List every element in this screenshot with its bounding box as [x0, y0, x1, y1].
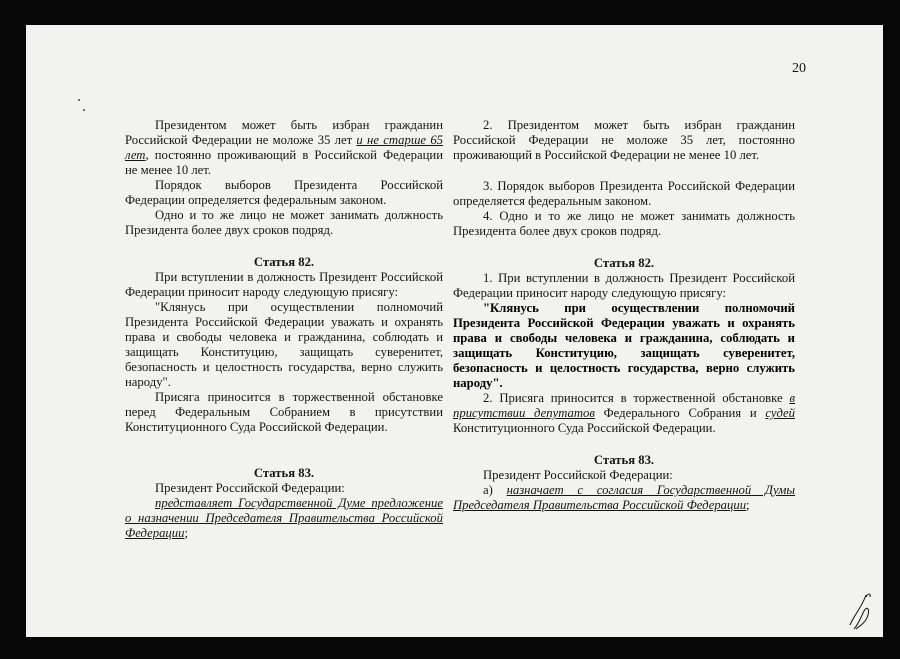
right-paragraph-4: 1. При вступлении в должность Президент Российской Федерации приносит народу следующую присягу:: [453, 271, 795, 300]
right-oath-text: "Клянусь при осуществлении полномочий Президента Российской Федерации уважать и охранять права и свободы человека и гражданина, соблюдать и защищать Конституцию, защищать суверенитет, безопасность и целостность государства, верно служить народу".: [453, 301, 795, 390]
right-paragraph-1: 2. Президентом может быть избран гражданин Российской Федерации не моложе 35 лет, постоянно проживающий в Российской Федерации не менее 10 лет.: [453, 118, 795, 162]
left-paragraph-3: Одно и то же лицо не может занимать должность Президента более двух сроков подряд.: [125, 208, 443, 237]
document-page: [26, 25, 883, 637]
right-paragraph-3: 4. Одно и то же лицо не может занимать должность Президента более двух сроков подряд.: [453, 209, 795, 238]
right-paragraph-7: Президент Российской Федерации:: [483, 468, 673, 482]
left-paragraph-7: Президент Российской Федерации:: [155, 481, 345, 495]
scan-speck: [83, 109, 85, 111]
scan-speck: [78, 99, 80, 101]
right-article-82-heading: Статья 82.: [593, 256, 655, 270]
left-paragraph-8: представляет Государственной Думе предложение о назначении Председателя Правительства Российской Федерации;: [125, 496, 443, 540]
left-column: [125, 118, 443, 541]
left-article-83-heading: Статья 83.: [253, 466, 315, 480]
right-amendment-underline: назначает с согласия Государственной Думы Председателя Правительства Российской Федерации: [453, 483, 795, 512]
handwritten-initial-mark: [846, 585, 876, 635]
left-oath-text: "Клянусь при осуществлении полномочий Президента Российской Федерации уважать и охранять права и свободы человека и гражданина, соблюдать и защищать Конституцию, защищать суверенитет, безопасность и целостность государства, верно служить народу".: [125, 300, 443, 389]
right-amendment-underline: в присутствии депутатов: [453, 391, 795, 420]
right-column: [453, 118, 795, 513]
left-amendment-underline: и не старше 65 лет: [125, 133, 443, 162]
left-paragraph-6: Присяга приносится в торжественной обстановке перед Федеральным Собранием в присутствии Конституционного Суда Российской Федерации.: [125, 390, 443, 434]
left-article-82-heading: Статья 82.: [253, 255, 315, 269]
right-article-83-heading: Статья 83.: [593, 453, 655, 467]
page-number: 20: [792, 61, 806, 76]
left-paragraph-4: При вступлении в должность Президент Российской Федерации приносит народу следующую присягу:: [125, 270, 443, 299]
right-paragraph-6: 2. Присяга приносится в торжественной обстановке в присутствии депутатов Федерального Собрания и судей Конституционного Суда Российской Федерации.: [453, 391, 795, 435]
left-paragraph-2: Порядок выборов Президента Российской Федерации определяется федеральным законом.: [125, 178, 443, 207]
right-paragraph-2: 3. Порядок выборов Президента Российской Федерации определяется федеральным законом.: [453, 179, 795, 208]
right-paragraph-8: а) назначает с согласия Государственной Думы Председателя Правительства Российской Федерации;: [453, 483, 795, 512]
right-amendment-underline: судей: [765, 406, 795, 420]
left-paragraph-1: Президентом может быть избран гражданин Российской Федерации не моложе 35 лет и не старше 65 лет, постоянно проживающий в Российской Федерации не менее 10 лет.: [125, 118, 443, 177]
left-amendment-underline: представляет Государственной Думе предложение о назначении Председателя Правительства Российской Федерации: [125, 496, 443, 540]
